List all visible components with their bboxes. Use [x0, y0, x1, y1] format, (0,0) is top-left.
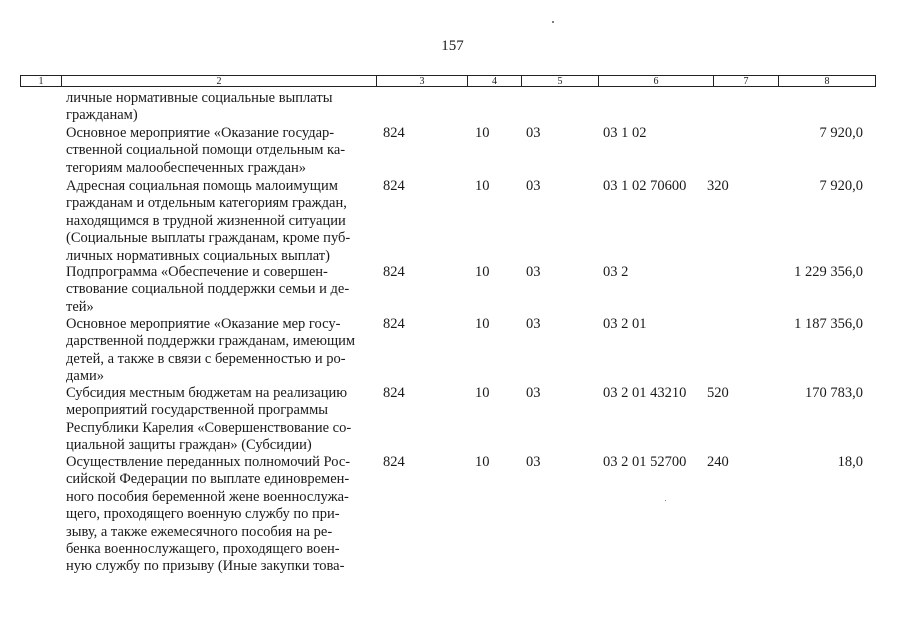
row-amount: 7 920,0: [819, 178, 863, 194]
row-subsection: 03: [526, 125, 541, 141]
row-section: 10: [475, 454, 490, 470]
header-col-2: 2: [216, 76, 222, 87]
header-col-7: 7: [743, 76, 749, 87]
row-amount: 18,0: [837, 454, 863, 470]
row-description: Осуществление переданных полномочий Рос- сийской Федерации по выплате единовремен- ного пособия беременной жене военнослужа- щего, проходящего военную службу по при- зыву, а также ежемесячного пособия на ре- бенка военнослужащего, проходящего воен- ную службу по призыву (Иные закупки това-: [66, 454, 351, 575]
row-amount: 1 187 356,0: [794, 316, 863, 332]
row-description: Основное мероприятие «Оказание государ- ственной социальной помощи отдельным ка- тегориям малообеспеченных граждан»: [66, 125, 346, 176]
row-target-article: 03 2: [603, 264, 629, 280]
continued-description: личные нормативные социальные выплаты гражданам): [66, 90, 333, 124]
row-description: Подпрограмма «Обеспечение и совершен- ствование социальной поддержки семьи и де- тей»: [66, 264, 350, 315]
row-expense-type: 320: [707, 178, 729, 194]
header-col-3: 3: [419, 76, 425, 87]
row-subsection: 03: [526, 454, 541, 470]
row-section: 10: [475, 125, 490, 141]
row-expense-type: 520: [707, 385, 729, 401]
row-subsection: 03: [526, 178, 541, 194]
row-description: Адресная социальная помощь малоимущим гражданам и отдельным категориям граждан, находящимся в трудной жизненной ситуации (Социальные выплаты гражданам, кроме пуб- личных нормативных социальных выплат): [66, 178, 351, 264]
header-col-8: 8: [824, 76, 830, 87]
row-section: 10: [475, 264, 490, 280]
row-subsection: 03: [526, 264, 541, 280]
row-admin-code: 824: [383, 264, 405, 280]
row-target-article: 03 2 01 52700: [603, 454, 687, 470]
row-admin-code: 824: [383, 454, 405, 470]
row-description: Субсидия местным бюджетам на реализацию мероприятий государственной программы Республики Карелия «Совершенствование со- циальной защиты граждан» (Субсидии): [66, 385, 352, 454]
row-target-article: 03 2 01 43210: [603, 385, 687, 401]
header-col-5: 5: [557, 76, 563, 87]
table-header-row: [20, 75, 876, 87]
scan-speck: [552, 21, 554, 23]
row-admin-code: 824: [383, 125, 405, 141]
row-expense-type: 240: [707, 454, 729, 470]
row-target-article: 03 1 02 70600: [603, 178, 687, 194]
row-admin-code: 824: [383, 178, 405, 194]
row-description: Основное мероприятие «Оказание мер госу- дарственной поддержки гражданам, имеющим детей, а также в связи с беременностью и ро- дами»: [66, 316, 356, 385]
row-section: 10: [475, 316, 490, 332]
row-amount: 7 920,0: [819, 125, 863, 141]
header-col-4: 4: [492, 76, 497, 87]
row-admin-code: 824: [383, 316, 405, 332]
scan-speck: [665, 500, 666, 501]
header-col-6: 6: [653, 76, 659, 87]
row-admin-code: 824: [383, 385, 405, 401]
page-number: 157: [441, 38, 464, 54]
header-col-1: 1: [38, 76, 44, 87]
row-target-article: 03 2 01: [603, 316, 647, 332]
row-subsection: 03: [526, 316, 541, 332]
row-section: 10: [475, 178, 490, 194]
row-subsection: 03: [526, 385, 541, 401]
row-target-article: 03 1 02: [603, 125, 647, 141]
row-amount: 1 229 356,0: [794, 264, 863, 280]
row-amount: 170 783,0: [805, 385, 863, 401]
row-section: 10: [475, 385, 490, 401]
